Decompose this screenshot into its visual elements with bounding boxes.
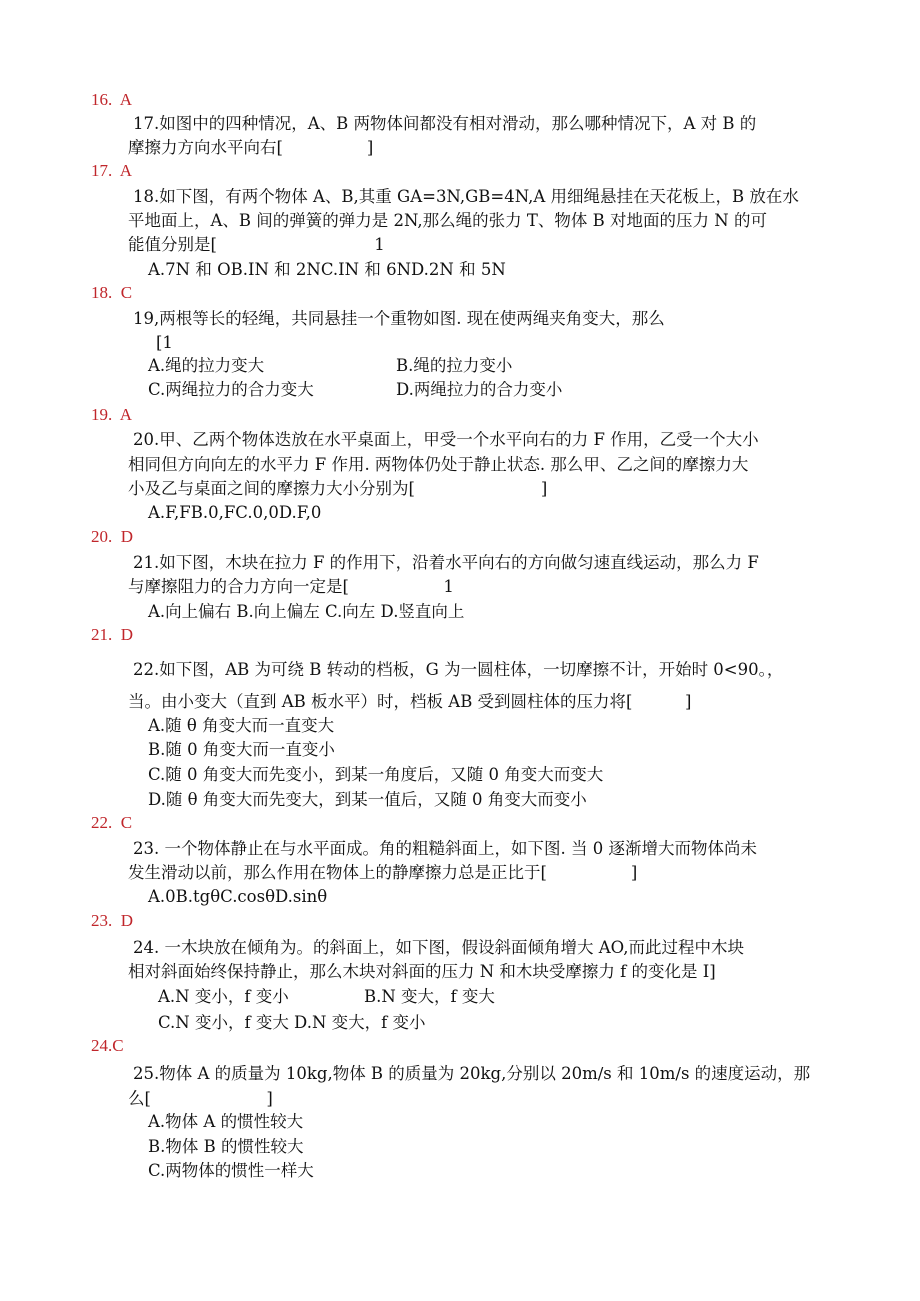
question-25-option-c: C.两物体的惯性一样大 (148, 1161, 314, 1180)
answer-21: 21. D (91, 625, 134, 644)
question-24-option-a: A.N 变小，f 变小 (158, 987, 289, 1006)
question-25-option-a: A.物体 A 的惯性较大 (148, 1112, 304, 1131)
answer-22: 22. C (91, 813, 133, 832)
question-19-option-b: B.绳的拉力变小 (396, 356, 513, 375)
question-19-option-c: C.两绳拉力的合力变大 (148, 380, 314, 399)
answer-17: 17. A (91, 161, 133, 180)
question-17-line-1: 17.如图中的四种情况，A、B 两物体间都没有相对滑动，那么哪种情况下，A 对 B 的 (133, 114, 757, 133)
answer-23: 23. D (91, 911, 134, 930)
answer-20: 20. D (91, 527, 134, 546)
question-24-line-1: 24. 一木块放在倾角为。的斜面上，如下图，假设斜面倾角增大 AO,而此过程中木块 (133, 938, 744, 957)
question-20-line-3: 小及乙与桌面之间的摩擦力大小分别为[ ] (128, 479, 548, 498)
question-19-bracket: [1 (156, 333, 173, 352)
question-18-line-3: 能值分别是[ 1 (128, 235, 385, 254)
answer-24: 24.C (91, 1036, 124, 1055)
question-22-line-1: 22.如下图，AB 为可绕 B 转动的档板，G 为一圆柱体，一切摩擦不计，开始时 0<90。， (133, 660, 784, 679)
question-19-option-a: A.绳的拉力变大 (148, 356, 265, 375)
question-22-option-a: A.随 θ 角变大而一直变大 (148, 716, 335, 735)
question-21-options: A.向上偏右 B.向上偏左 C.向左 D.竖直向上 (148, 602, 465, 621)
question-18-line-1: 18.如下图，有两个物体 A、B,其重 GA=3N,GB=4N,A 用细绳悬挂在天花板上，B 放在水 (133, 187, 799, 206)
question-23-options: A.0B.tgθC.cosθD.sinθ (148, 887, 328, 906)
question-25-line-1: 25.物体 A 的质量为 10kg,物体 B 的质量为 20kg,分别以 20m∕s 和 10m∕s 的速度运动，那 (133, 1064, 811, 1083)
question-25-option-b: B.物体 B 的惯性较大 (148, 1137, 304, 1156)
question-22-option-b: B.随 0 角变大而一直变小 (148, 740, 335, 759)
question-21-line-2: 与摩擦阻力的合力方向一定是[ 1 (128, 577, 454, 596)
question-24-line-2: 相对斜面始终保持静止，那么木块对斜面的压力 N 和木块受摩擦力 f 的变化是 I] (128, 962, 716, 981)
question-24-options-cd: C.N 变小，f 变大 D.N 变大，f 变小 (158, 1013, 426, 1032)
question-25-line-2: 么[ ] (128, 1089, 273, 1108)
question-19-option-d: D.两绳拉力的合力变小 (396, 380, 563, 399)
question-24-option-b: B.N 变大，f 变大 (364, 987, 495, 1006)
question-20-options: A.F,FB.0,FC.0,0D.F,0 (148, 503, 322, 522)
question-20-line-2: 相同但方向向左的水平力 F 作用. 两物体仍处于静止状态. 那么甲、乙之间的摩擦力大 (128, 455, 749, 474)
question-17-line-2: 摩擦力方向水平向右[ ] (128, 138, 374, 157)
question-23-line-1: 23. 一个物体静止在与水平面成。角的粗糙斜面上，如下图. 当 0 逐渐增大而物体尚未 (133, 839, 757, 858)
question-21-line-1: 21.如下图，木块在拉力 F 的作用下，沿着水平向右的方向做匀速直线运动，那么力 F (133, 553, 759, 572)
question-22-line-2: 当。由小变大（直到 AB 板水平）时，档板 AB 受到圆柱体的压力将[ ] (128, 692, 692, 711)
question-22-option-d: D.随 θ 角变大而先变大，到某一值后，又随 0 角变大而变小 (148, 790, 587, 809)
answer-18: 18. C (91, 283, 133, 302)
question-19-line-1: 19,两根等长的轻绳，共同悬挂一个重物如图. 现在使两绳夹角变大，那么 (133, 309, 665, 328)
question-23-line-2: 发生滑动以前，那么作用在物体上的静摩擦力总是正比于[ ] (128, 863, 638, 882)
question-18-line-2: 平地面上，A、B 间的弹簧的弹力是 2N,那么绳的张力 T、物体 B 对地面的压力 N 的可 (128, 211, 767, 230)
answer-19: 19. A (91, 405, 133, 424)
answer-16: 16. A (91, 90, 133, 109)
question-20-line-1: 20.甲、乙两个物体迭放在水平桌面上，甲受一个水平向右的力 F 作用，乙受一个大小 (133, 430, 759, 449)
question-18-options: A.7N 和 OB.IN 和 2NC.IN 和 6ND.2N 和 5N (148, 260, 506, 279)
question-22-option-c: C.随 0 角变大而先变小，到某一角度后，又随 0 角变大而变大 (148, 765, 604, 784)
